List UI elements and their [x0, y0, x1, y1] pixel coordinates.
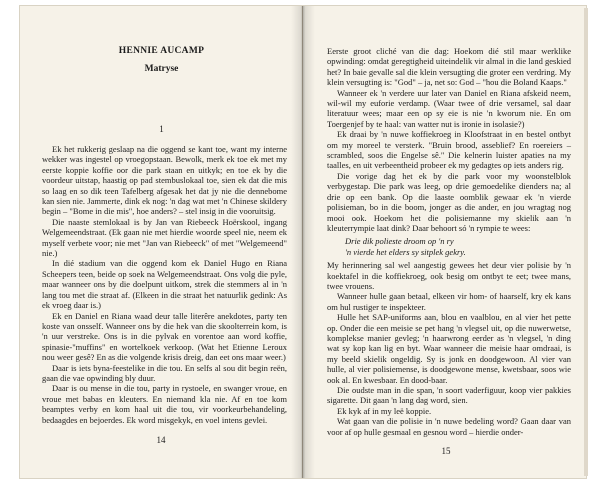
- paragraph: Daar is ou mense in die tou, party in rystoele, en swanger vroue, en vroue met babas en kleuters. En niemand kla nie. Af en toe kom beamptes verby en kom haal uit die tou, vir voorkeurbehandeling, bedaagdes en bejoerdes. Ek word misgekyk, en voel intens gevlei.: [42, 383, 287, 425]
- paragraph: Die naaste stemlokaal is by Jan van Riebeeck Hoërskool, ingang Welgemeendstraat. (Ek gaan nie met hierdie woorde speel nie, neem ek myself verbete voor; nie met "Jan van Riebeeck" of met "Welgemeend" nie.): [42, 216, 287, 259]
- paragraph: Ek kyk af in my leë koppie.: [337, 405, 432, 416]
- page-edges: [584, 8, 588, 476]
- rhyme-verse: [345, 236, 571, 257]
- right-page: [303, 6, 586, 478]
- paragraph: Hulle het SAP-uniforms aan, blou en vaalblou, en al vier het pette op. Onder die een meisie se pet hang 'n vlegsel uit, op die nuwerwetse, komplekse manier gevleg; 'n haarwrong eerder as 'n vlegsel, 'n ding wat sy kop kan lig en byt. Waar wanneer die meisie haar omdraai, is my beeld skielik ongeldig. Sy is jonk en doodgewoon. Al vier van hulle, al vier polisiemense, is doodgewone mense, kwetsbaar, soos wie ook al. En kwesbaar. En dood-baar.: [327, 312, 571, 385]
- paragraph: Ek het rukkerig geslaap na die oggend se kant toe, want my interne wekker was ingestel op vroegopstaan. Bewolk, merk ek toe ek met my eerste koppie koffie oor die park staan en uitkyk; en toe ek by die voordeur uitstap, haastig op pad stembuslokaal toe, sien ek dat die mis so laag en so dik teen Tafelberg afgesak het dat jy nie die dennebome kan sien nie. Jammerte, dink ek nog: 'n dag wat met 'n Chinese skildery begin – "Bome in die mis", hoe anders? – stel insig in die vooruitsig.: [42, 144, 287, 217]
- story-title: Matryse: [144, 64, 179, 74]
- left-page-body: [42, 144, 287, 425]
- paragraph: Ek en Daniel en Riana waad deur talle literêre anekdotes, party ten koste van onsself. Wanneer ons by die hek van die skoolterrein kom, is 'n uur verstreke. Ons is in die pylvak en vorentoe aan word koffie, spinasie-"muffins" en wortelkoek verkoop. (Wat het Etienne Leroux nou weer gesê? En as die volgende krisis dreig, dan eet ons maar weer.): [42, 310, 287, 363]
- book-gutter-shadow: [291, 6, 315, 478]
- paragraph: My herinnering sal wel aangestig gewees het deur vier polisie by 'n koektafel in die koffiekroeg, ook besig om ontbyt te eet; twee mans, twee vrouens.: [327, 260, 571, 291]
- paragraph: Eerste groot cliché van die dag: Hoekom dié stil maar werklike opwinding: omdat geregtigheid uiteindelik vir almal in die land geskied het? In baie gevalle sal die klein versugting die groter een verdring. My klein versugting is: "God" – ja, net so: God – "hou die Boland Kaaps.": [327, 46, 571, 88]
- paragraph: Wanneer ek 'n verdere uur later van Daniel en Riana afskeid neem, wil-wil my euforie verdamp. (Waar twee of drie versamel, sal daar literatuur wees; maar een op sy eie is nie 'n kworum nie. En om Toergenjef by te haal: van watter nut is ironie in isolasie?): [327, 87, 571, 129]
- paragraph: Die oudste man in die span, 'n soort vaderfiguur, koop vier pakkies sigarette. Dit gaan 'n lang dag word, sien.: [327, 385, 571, 406]
- verse-line: 'n vierde het elders sy sitplek gekry.: [345, 246, 466, 257]
- author-heading: HENNIE AUCAMP: [118, 46, 205, 56]
- open-book: [20, 6, 586, 478]
- verse-line: Drie dik polieste droom op 'n ry: [345, 236, 454, 247]
- right-page-body: [327, 46, 571, 437]
- page-number-right: 15: [441, 446, 451, 456]
- left-page: [20, 6, 303, 478]
- section-number: 1: [159, 124, 164, 134]
- paragraph: Daar is iets byna-feestelike in die tou. En selfs al sou dit begin reën, gaan die vae opwinding bly duur.: [42, 362, 287, 383]
- paragraph: Die vorige dag het ek by die park voor my woonstelblok verbygestap. Die park was leeg, op drie gemoedelike dienders na; al drie op een bank. Op die laaste oomblik gewaar ek 'n vierde polisieman, bo in die boom, jonger as die ander, en jou wragtag nog mooi ook. Hoekom het die polisiemanne my skielik aan 'n kleuterrympie laat dink? Daar behoort só 'n rympie te wees:: [327, 170, 571, 233]
- page-number-left: 14: [156, 435, 166, 445]
- paragraph: In dié stadium van die oggend kom ek Daniel Hugo en Riana Scheepers teen, beide op soek na Welgemeendstraat. Ons volg die pyle, maar wanneer ons by die doelpunt uitkom, strek die stemmers al in 'n lang tou met die straat af. (Elkeen in die straat het natuurlik gedink: As ek vroeg daar is.): [42, 258, 287, 311]
- paragraph: Wanneer hulle gaan betaal, elkeen vir hom- of haarself, kry ek kans om hul rustiger te inspekteer.: [327, 291, 571, 312]
- paragraph: Wat gaan van die polisie in 'n nuwe bedeling word? Gaan daar van voor af op hulle gesmaal en gesnou word – hierdie onder-: [327, 416, 571, 437]
- book-spine: [302, 6, 303, 478]
- paragraph: Ek draai by 'n nuwe koffiekroeg in Kloofstraat in en bestel ontbyt om my moreel te versterk. "Bruin brood, asseblief? En roereiers – scrambled, soos die Engelse sê." Die kelnerin luister apaties na my taalles, en uit verbeentheid probeer ek my gedagtes op iets anders rig.: [327, 129, 571, 171]
